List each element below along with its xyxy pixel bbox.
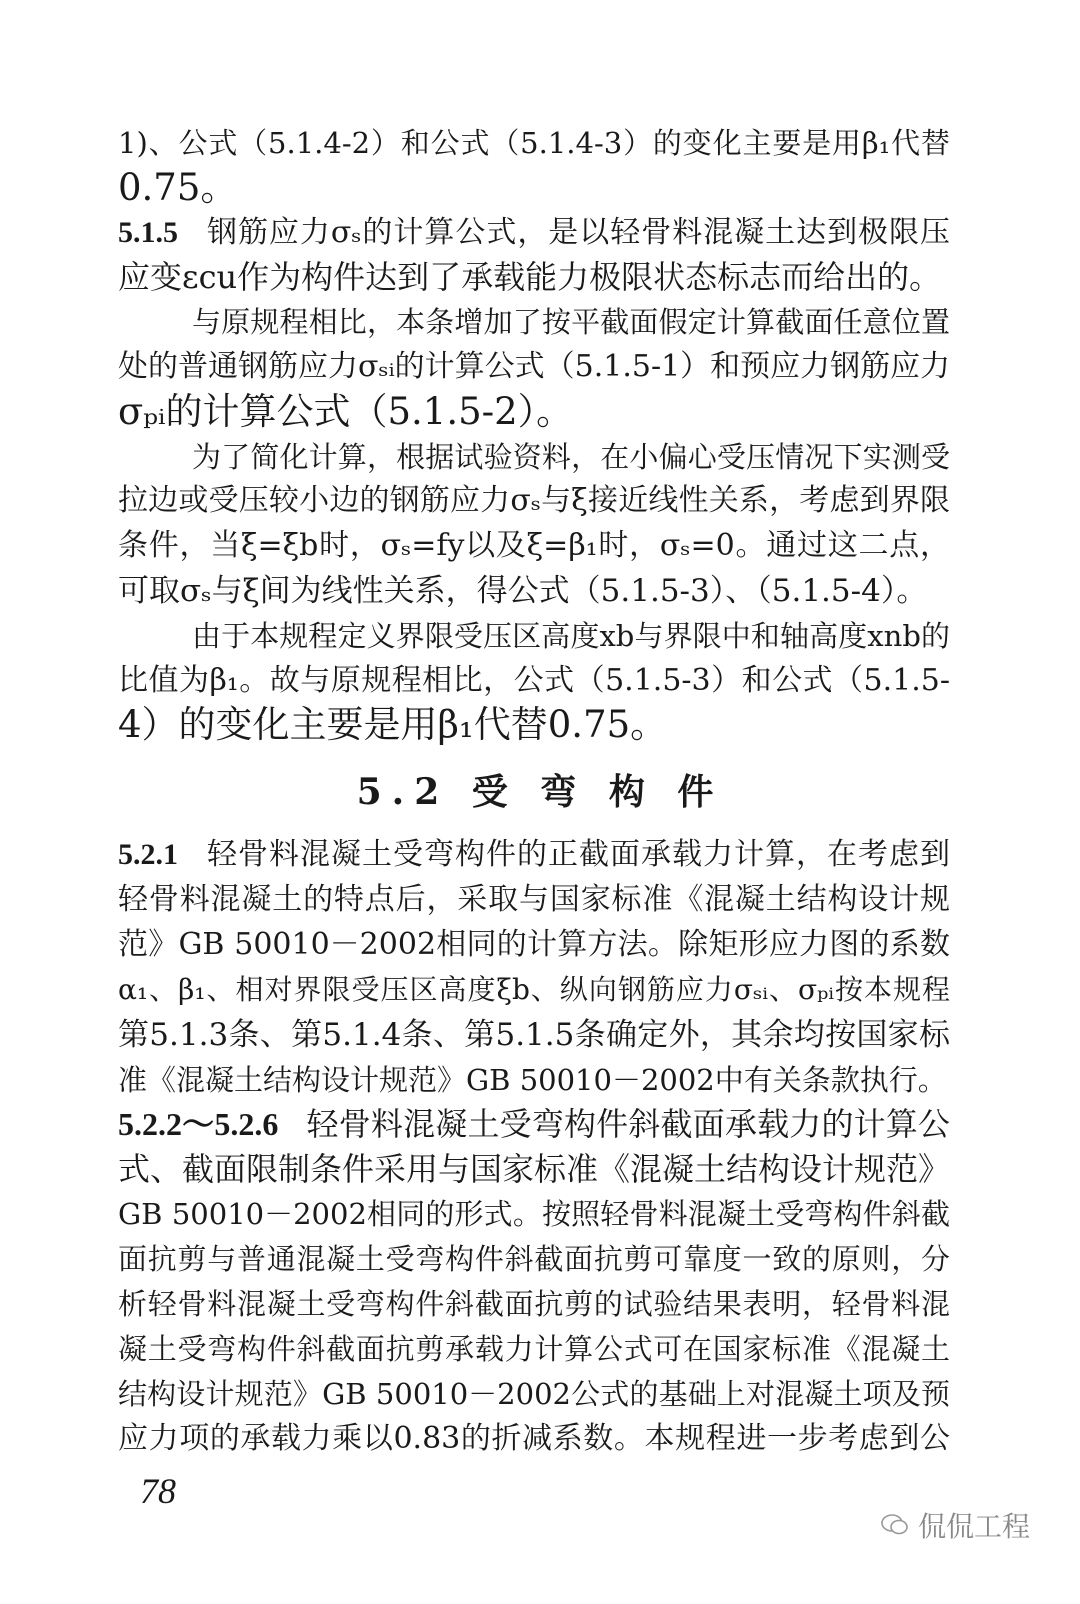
text-line <box>118 1147 950 1191</box>
line-text: 应变εcu作为构件达到了承载能力极限状态标志而给出的。 <box>118 258 942 297</box>
text-line <box>118 1417 950 1461</box>
line-text: 析轻骨料混凝土受弯构件斜截面抗剪的试验结果表明，轻骨料混 <box>118 1287 950 1321</box>
page-number: 78 <box>140 1471 176 1511</box>
line-text: 准《混凝土结构设计规范》GB 50010－2002中有关条款执行。 <box>118 1062 947 1097</box>
text-line <box>118 524 950 568</box>
clause-number: 5.2.2～5.2.6 <box>118 1106 279 1143</box>
line-text: 由于本规程定义界限受压区高度xb与界限中和轴高度xnb的 <box>192 618 950 653</box>
text-line <box>118 211 950 255</box>
clause-number: 5.1.5 <box>118 215 178 249</box>
text-line <box>118 878 950 922</box>
text-line <box>118 390 950 434</box>
line-text: 轻骨料混凝土受弯构件斜截面承载力的计算公 <box>306 1105 950 1144</box>
text-line <box>118 659 950 703</box>
line-text: σₚᵢ的计算公式（5.1.5-2）。 <box>118 389 574 433</box>
line-text: 为了简化计算，根据试验资料，在小偏心受压情况下实测受 <box>192 439 950 474</box>
text-line <box>118 1237 950 1281</box>
text-line <box>118 1058 950 1102</box>
text-line <box>118 345 950 389</box>
line-text: 与原规程相比，本条增加了按平截面假定计算截面任意位置 <box>192 305 950 340</box>
text-line <box>118 968 950 1012</box>
line-text: α₁、β₁、相对界限受压区高度ξb、纵向钢筋应力σₛᵢ、σₚᵢ按本规程 <box>118 972 950 1006</box>
text-line <box>118 1327 950 1371</box>
text-line <box>118 569 950 613</box>
text-line <box>118 833 950 877</box>
text-line <box>118 1372 950 1416</box>
clause-number: 5.2.1 <box>118 838 178 871</box>
line-text: 4）的变化主要是用β₁代替0.75。 <box>118 703 668 747</box>
line-text: GB 50010－2002相同的形式。按照轻骨料混凝土受弯构件斜截 <box>118 1197 950 1232</box>
line-text: 面抗剪与普通混凝土受弯构件斜截面抗剪可靠度一致的原则，分 <box>118 1242 950 1277</box>
line-text: 范》GB 50010－2002相同的计算方法。除矩形应力图的系数 <box>118 926 950 962</box>
section-heading: 5.2 受 弯 构 件 <box>356 771 724 813</box>
wechat-icon <box>880 1512 910 1538</box>
text-line <box>118 121 950 165</box>
watermark-text: 侃侃工程 <box>918 1510 1031 1543</box>
line-text: 应力项的承载力乘以0.83的折减系数。本规程进一步考虑到公 <box>118 1420 950 1456</box>
watermark <box>880 1505 1030 1545</box>
line-text: 条件，当ξ=ξb时，σₛ=fy以及ξ=β₁时，σₛ=0。通过这二点， <box>118 528 950 564</box>
line-text: 处的普通钢筋应力σₛᵢ的计算公式（5.1.5-1）和预应力钢筋应力 <box>118 349 951 384</box>
line-text: 比值为β₁。故与原规程相比，公式（5.1.5-3）和公式（5.1.5- <box>118 662 950 698</box>
line-text: 凝土受弯构件斜截面抗剪承载力计算公式可在国家标准《混凝土 <box>118 1331 950 1366</box>
text-line <box>118 614 950 658</box>
text-line <box>118 435 950 479</box>
line-text: 钢筋应力σₛ的计算公式，是以轻骨料混凝土达到极限压 <box>206 214 950 250</box>
text-line <box>118 300 950 344</box>
line-text: 结构设计规范》GB 50010－2002公式的基础上对混凝土项及预 <box>118 1376 950 1411</box>
line-text: 0.75。 <box>118 165 238 209</box>
text-line <box>118 479 950 523</box>
line-text: 拉边或受压较小边的钢筋应力σₛ与ξ接近线性关系，考虑到界限 <box>118 483 950 519</box>
line-text: 轻骨料混凝土受弯构件的正截面承载力计算，在考虑到 <box>206 837 950 872</box>
text-line <box>118 1192 950 1236</box>
line-text: 第5.1.3条、第5.1.4条、第5.1.5条确定外，其余均按国家标 <box>118 1016 950 1053</box>
text-line <box>118 255 950 299</box>
text-line <box>118 166 950 210</box>
text-line <box>118 1013 950 1057</box>
line-text: 1)、公式（5.1.4-2）和公式（5.1.4-3）的变化主要是用β₁代替 <box>118 126 950 160</box>
text-line <box>118 1282 950 1326</box>
line-text: 可取σₛ与ξ间为线性关系，得公式（5.1.5-3）、（5.1.5-4）。 <box>118 573 928 609</box>
line-text: 轻骨料混凝土的特点后，采取与国家标准《混凝土结构设计规 <box>118 881 950 917</box>
text-line <box>118 1102 950 1146</box>
text-line <box>118 923 950 967</box>
text-line <box>118 703 950 747</box>
line-text: 式、截面限制条件采用与国家标准《混凝土结构设计规范》 <box>118 1150 951 1189</box>
